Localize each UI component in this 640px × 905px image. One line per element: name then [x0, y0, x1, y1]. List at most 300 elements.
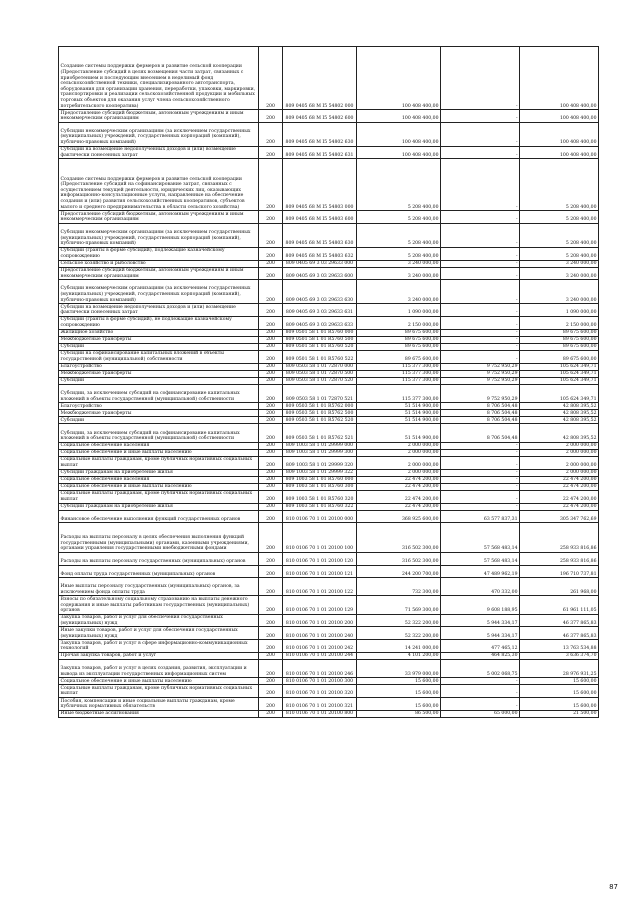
row-remaining-amount: 1 090 000,00 [520, 304, 599, 317]
row-executed-amount: - [441, 343, 520, 350]
row-name: Предоставление субсидий бюджетным, автономным учреждениям и иным некоммерческим организациям [59, 110, 259, 123]
row-name: Субсидии некоммерческим организациям (за исключением государственных (муниципальных) учреждений, государственных корпораций (компаний), публично-правовых компаний) [59, 223, 259, 247]
row-budget-code: 810 0106 70 1 01 20100 121 [283, 565, 357, 578]
row-executed-amount: 9 752 950,29 [441, 384, 520, 402]
row-approved-amount: 115 377 300,00 [357, 370, 441, 377]
row-approved-amount: 1 090 000,00 [357, 304, 441, 317]
row-executed-amount: 63 577 837,31 [441, 510, 520, 523]
row-name: Субсидии, за исключением субсидий на софинансирование капитальных вложений в объекты государственной (муниципальной) собственности [59, 384, 259, 402]
row-budget-code: 810 0106 70 1 01 20100 246 [283, 659, 357, 677]
row-budget-code: 809 1003 58 1 01 29999 000 [283, 442, 357, 449]
row-admin-code: 200 [259, 159, 283, 211]
row-name: Социальное обеспечение и иные выплаты населению [59, 483, 259, 490]
table-row [59, 523, 599, 553]
table-row [59, 578, 599, 596]
table-row [59, 476, 599, 483]
row-admin-code: 200 [259, 47, 283, 110]
row-executed-amount: - [441, 159, 520, 211]
row-name: Расходы на выплаты персоналу в целях обеспечения выполнения функций государственными (муниципальными) органами, казенными учреждениями, органами управления государственными внебюджетными фондами [59, 523, 259, 553]
row-remaining-amount: 5 208 400,00 [520, 159, 599, 211]
row-name: Благоустройство [59, 363, 259, 370]
table-row [59, 260, 599, 267]
table-row [59, 146, 599, 159]
row-budget-code: 809 1003 58 1 01 29999 320 [283, 456, 357, 469]
row-admin-code: 200 [259, 449, 283, 456]
row-approved-amount: 22 474 200,00 [357, 490, 441, 503]
row-approved-amount: 115 377 300,00 [357, 377, 441, 384]
row-approved-amount: 244 200 700,00 [357, 565, 441, 578]
row-admin-code: 200 [259, 678, 283, 685]
row-executed-amount: - [441, 280, 520, 304]
row-executed-amount: 9 752 950,29 [441, 363, 520, 370]
row-approved-amount: 3 240 000,00 [357, 260, 441, 267]
row-name: Субсидии [59, 417, 259, 424]
row-remaining-amount: 5 208 400,00 [520, 211, 599, 224]
row-admin-code: 200 [259, 659, 283, 677]
row-budget-code: 809 0405 68 М I5 54802 600 [283, 110, 357, 123]
row-admin-code: 200 [259, 260, 283, 267]
row-budget-code: 810 0106 70 1 01 20100 244 [283, 652, 357, 659]
row-budget-code: 809 1003 58 1 01 29999 322 [283, 469, 357, 476]
row-approved-amount: 22 474 200,00 [357, 503, 441, 510]
table-row [59, 336, 599, 343]
table-row [59, 316, 599, 329]
row-approved-amount: 368 925 600,00 [357, 510, 441, 523]
row-executed-amount: - [441, 247, 520, 260]
row-name: Субсидии некоммерческим организациям (за исключением государственных (муниципальных) учреждений, государственных корпораций (компаний), публично-правовых компаний) [59, 122, 259, 146]
row-admin-code: 200 [259, 247, 283, 260]
row-name: Фонд оплаты труда государственных (муниципальных) органов [59, 565, 259, 578]
row-admin-code: 200 [259, 316, 283, 329]
row-approved-amount: 52 322 200,00 [357, 627, 441, 640]
row-executed-amount: 65 000,00 [441, 710, 520, 717]
row-name: Благоустройство [59, 403, 259, 410]
row-name: Пособия, компенсации и иные социальные выплаты гражданам, кроме публичных нормативных обязательств [59, 698, 259, 711]
table-row [59, 329, 599, 336]
table-row [59, 280, 599, 304]
row-name: Социальные выплаты гражданам, кроме публичных нормативных социальных выплат [59, 685, 259, 698]
row-remaining-amount: 3 240 000,00 [520, 260, 599, 267]
row-executed-amount: 57 568 483,14 [441, 523, 520, 553]
row-remaining-amount: 100 408 400,00 [520, 110, 599, 123]
row-name: Закупка товаров, работ и услуг для обеспечения государственных (муниципальных) нужд [59, 614, 259, 627]
row-executed-amount: - [441, 350, 520, 363]
table-row [59, 403, 599, 410]
row-approved-amount: 5 208 400,00 [357, 247, 441, 260]
row-admin-code: 200 [259, 442, 283, 449]
row-admin-code: 200 [259, 329, 283, 336]
row-name: Расходы на выплаты персоналу государственных (муниципальных) органов [59, 552, 259, 565]
row-admin-code: 200 [259, 370, 283, 377]
row-name: Социальные выплаты гражданам, кроме публичных нормативных социальных выплат [59, 490, 259, 503]
row-approved-amount: 316 502 300,00 [357, 523, 441, 553]
row-executed-amount: 57 568 483,14 [441, 552, 520, 565]
row-executed-amount: - [441, 503, 520, 510]
table-row [59, 483, 599, 490]
row-remaining-amount: 61 961 111,05 [520, 596, 599, 614]
row-remaining-amount: 105 624 349,71 [520, 363, 599, 370]
table-row [59, 469, 599, 476]
row-approved-amount: 2 150 000,00 [357, 316, 441, 329]
row-name: Социальное обеспечение населения [59, 442, 259, 449]
table-row [59, 424, 599, 442]
row-admin-code: 200 [259, 336, 283, 343]
row-approved-amount: 732 300,00 [357, 578, 441, 596]
row-name: Создание системы поддержки фермеров и развитие сельской кооперации (Предоставление субсидий на софинансирование затрат, связанных с осуществлением текущей деятельности, юридических лиц, оказывающих информационно-консультационные услуги, направленные на обеспечение создания и (или) развития сельскохозяйственных кооперативов, субъектов малого и среднего предпринимательства в области сельского хозяйства) [59, 159, 259, 211]
row-approved-amount: 2 000 000,00 [357, 442, 441, 449]
row-budget-code: 809 0405 69 3 03 29633 630 [283, 280, 357, 304]
row-remaining-amount: 2 000 000,00 [520, 449, 599, 456]
row-admin-code: 200 [259, 476, 283, 483]
row-remaining-amount: 42 808 395,52 [520, 417, 599, 424]
budget-sheet [58, 46, 597, 718]
row-admin-code: 200 [259, 469, 283, 476]
row-budget-code: 809 0405 68 М I5 54803 000 [283, 159, 357, 211]
row-approved-amount: 2 000 000,00 [357, 456, 441, 469]
row-executed-amount: - [441, 685, 520, 698]
row-remaining-amount: 22 474 200,00 [520, 490, 599, 503]
row-remaining-amount: 15 600,00 [520, 678, 599, 685]
row-name: Субсидии [59, 343, 259, 350]
row-remaining-amount: 105 624 349,71 [520, 370, 599, 377]
row-budget-code: 810 0106 70 1 01 20100 242 [283, 640, 357, 653]
table-row [59, 490, 599, 503]
row-executed-amount: 5 944 334,17 [441, 627, 520, 640]
row-approved-amount: 115 377 300,00 [357, 363, 441, 370]
row-admin-code: 200 [259, 510, 283, 523]
row-admin-code: 200 [259, 627, 283, 640]
row-admin-code: 200 [259, 523, 283, 553]
row-name: Финансовое обеспечение выполнения функций государственных органов [59, 510, 259, 523]
row-executed-amount: 9 752 950,29 [441, 370, 520, 377]
row-admin-code: 200 [259, 122, 283, 146]
row-approved-amount: 5 208 400,00 [357, 211, 441, 224]
row-budget-code: 809 1003 58 1 01 R5760 000 [283, 476, 357, 483]
row-executed-amount: 477 465,12 [441, 640, 520, 653]
row-budget-code: 809 1003 58 1 01 R5760 300 [283, 483, 357, 490]
row-remaining-amount: 46 377 865,83 [520, 614, 599, 627]
table-row [59, 122, 599, 146]
row-remaining-amount: 3 240 000,00 [520, 267, 599, 280]
row-budget-code: 810 0106 70 1 01 20100 000 [283, 510, 357, 523]
row-name: Создание системы поддержки фермеров и развитие сельской кооперации (Предоставление субсидий в целях возмещения части затрат, связанных с приобретением и последующим внесением в неделимый фонд сельскохозяйственной техники, специализированного автотранспорта, оборудования для организации хранения, переработки, упаковки, маркировки, транспортировки и реализации сельскохозяйственной продукции и мобильных торговых объектов для оказания услуг члена сельскохозяйственного потребительского кооператива) [59, 47, 259, 110]
row-remaining-amount: 305 347 762,69 [520, 510, 599, 523]
row-approved-amount: 51 514 900,00 [357, 417, 441, 424]
row-remaining-amount: 46 377 865,83 [520, 627, 599, 640]
row-admin-code: 200 [259, 710, 283, 717]
table-row [59, 456, 599, 469]
table-row [59, 627, 599, 640]
row-budget-code: 809 0501 58 1 01 R5760 500 [283, 336, 357, 343]
row-budget-code: 809 0503 58 1 01 R5762 000 [283, 403, 357, 410]
row-admin-code: 200 [259, 424, 283, 442]
row-executed-amount: - [441, 267, 520, 280]
row-budget-code: 809 0501 58 1 01 R5760 522 [283, 350, 357, 363]
row-executed-amount: - [441, 122, 520, 146]
row-executed-amount: - [441, 304, 520, 317]
row-name: Субсидии на возмещение недополученных доходов и (или) возмещение фактически понесенных затрат [59, 304, 259, 317]
table-row [59, 343, 599, 350]
row-admin-code: 200 [259, 211, 283, 224]
row-name: Субсидии гражданам на приобретение жилья [59, 503, 259, 510]
row-executed-amount: - [441, 456, 520, 469]
row-budget-code: 809 0405 68 М I5 54803 632 [283, 247, 357, 260]
table-row [59, 223, 599, 247]
row-name: Субсидии некоммерческим организациям (за исключением государственных (муниципальных) учреждений, государственных корпораций (компаний), публично-правовых компаний) [59, 280, 259, 304]
row-admin-code: 200 [259, 403, 283, 410]
row-name: Иные бюджетные ассигнования [59, 710, 259, 717]
row-admin-code: 200 [259, 456, 283, 469]
row-admin-code: 200 [259, 596, 283, 614]
row-remaining-amount: 100 408 400,00 [520, 122, 599, 146]
row-name: Жилищное хозяйство [59, 329, 259, 336]
row-executed-amount: 9 752 950,29 [441, 377, 520, 384]
row-remaining-amount: 100 408 400,00 [520, 47, 599, 110]
row-name: Субсидии [59, 377, 259, 384]
row-executed-amount: - [441, 223, 520, 247]
row-name: Взносы по обязательному социальному страхованию на выплаты денежного содержания и иные выплаты работникам государственных (муниципальных) органов [59, 596, 259, 614]
table-row [59, 247, 599, 260]
row-approved-amount: 5 208 400,00 [357, 159, 441, 211]
table-row [59, 304, 599, 317]
row-executed-amount: 8 706 504,48 [441, 424, 520, 442]
row-approved-amount: 2 000 000,00 [357, 449, 441, 456]
row-budget-code: 809 0405 68 М I5 54802 630 [283, 122, 357, 146]
row-executed-amount: - [441, 490, 520, 503]
row-name: Субсидии (гранты в форме субсидий), подлежащие казначейскому сопровождению [59, 247, 259, 260]
table-row [59, 417, 599, 424]
row-remaining-amount: 89 675 600,00 [520, 329, 599, 336]
table-row [59, 377, 599, 384]
table-row [59, 159, 599, 211]
row-admin-code: 200 [259, 565, 283, 578]
row-budget-code: 809 0405 68 М I5 54802 631 [283, 146, 357, 159]
row-executed-amount: - [441, 260, 520, 267]
row-executed-amount: - [441, 469, 520, 476]
row-remaining-amount: 42 808 395,52 [520, 410, 599, 417]
row-approved-amount: 89 675 600,00 [357, 350, 441, 363]
row-executed-amount: - [441, 110, 520, 123]
row-executed-amount: 470 332,00 [441, 578, 520, 596]
row-approved-amount: 51 514 900,00 [357, 424, 441, 442]
row-admin-code: 200 [259, 614, 283, 627]
table-row [59, 370, 599, 377]
row-remaining-amount: 42 808 395,52 [520, 403, 599, 410]
row-budget-code: 809 0405 68 М I5 54802 000 [283, 47, 357, 110]
row-budget-code: 809 0503 58 1 01 R5762 521 [283, 424, 357, 442]
row-admin-code: 200 [259, 304, 283, 317]
row-remaining-amount: 105 624 349,71 [520, 377, 599, 384]
row-remaining-amount: 2 000 000,00 [520, 456, 599, 469]
row-executed-amount: 8 706 504,48 [441, 410, 520, 417]
row-executed-amount: - [441, 329, 520, 336]
row-approved-amount: 14 241 000,00 [357, 640, 441, 653]
row-budget-code: 809 0501 58 1 01 R5760 000 [283, 329, 357, 336]
row-approved-amount: 3 240 000,00 [357, 280, 441, 304]
row-approved-amount: 89 675 600,00 [357, 336, 441, 343]
row-executed-amount: 8 706 504,48 [441, 417, 520, 424]
row-executed-amount: 464 825,30 [441, 652, 520, 659]
row-remaining-amount: 2 000 000,00 [520, 442, 599, 449]
row-admin-code: 200 [259, 343, 283, 350]
row-admin-code: 200 [259, 410, 283, 417]
row-remaining-amount: 13 763 534,88 [520, 640, 599, 653]
row-budget-code: 809 1003 58 1 01 R5760 322 [283, 503, 357, 510]
row-admin-code: 200 [259, 652, 283, 659]
table-row [59, 614, 599, 627]
row-admin-code: 200 [259, 363, 283, 370]
row-admin-code: 200 [259, 578, 283, 596]
row-executed-amount: - [441, 442, 520, 449]
row-budget-code: 809 0405 68 М I5 54803 630 [283, 223, 357, 247]
row-admin-code: 200 [259, 280, 283, 304]
table-row [59, 384, 599, 402]
row-approved-amount: 316 502 300,00 [357, 552, 441, 565]
row-executed-amount: 8 706 504,48 [441, 403, 520, 410]
budget-table-body [59, 47, 599, 718]
row-remaining-amount: 105 624 349,71 [520, 384, 599, 402]
table-row [59, 510, 599, 523]
row-name: Прочая закупка товаров, работ и услуг [59, 652, 259, 659]
row-name: Предоставление субсидий бюджетным, автономным учреждениям и иным некоммерческим организациям [59, 211, 259, 224]
row-name: Субсидии (гранты в форме субсидий), не подлежащие казначейскому сопровождению [59, 316, 259, 329]
row-budget-code: 810 0106 70 1 01 20100 129 [283, 596, 357, 614]
row-name: Субсидии гражданам на приобретение жилья [59, 469, 259, 476]
row-executed-amount: - [441, 698, 520, 711]
row-budget-code: 809 0503 58 1 01 72870 520 [283, 377, 357, 384]
row-admin-code: 200 [259, 490, 283, 503]
table-row [59, 410, 599, 417]
row-approved-amount: 71 569 300,00 [357, 596, 441, 614]
table-row [59, 678, 599, 685]
row-name: Субсидии, за исключением субсидий на софинансирование капитальных вложений в объекты государственной (муниципальной) собственности [59, 424, 259, 442]
table-row [59, 211, 599, 224]
row-approved-amount: 100 408 400,00 [357, 110, 441, 123]
row-approved-amount: 22 474 200,00 [357, 483, 441, 490]
row-name: Межбюджетные трансферты [59, 336, 259, 343]
row-name: Социальное обеспечение и иные выплаты населению [59, 678, 259, 685]
row-executed-amount: - [441, 476, 520, 483]
row-approved-amount: 15 600,00 [357, 698, 441, 711]
table-row [59, 659, 599, 677]
row-remaining-amount: 89 675 600,00 [520, 343, 599, 350]
row-admin-code: 200 [259, 350, 283, 363]
table-row [59, 442, 599, 449]
row-executed-amount: - [441, 146, 520, 159]
table-row [59, 350, 599, 363]
table-row [59, 685, 599, 698]
row-remaining-amount: 196 710 737,81 [520, 565, 599, 578]
row-approved-amount: 2 000 000,00 [357, 469, 441, 476]
row-budget-code: 809 0405 69 3 03 29633 000 [283, 260, 357, 267]
row-approved-amount: 52 322 200,00 [357, 614, 441, 627]
budget-table [58, 46, 599, 718]
row-approved-amount: 51 514 900,00 [357, 410, 441, 417]
row-admin-code: 200 [259, 640, 283, 653]
table-row [59, 710, 599, 717]
row-executed-amount: 5 002 068,75 [441, 659, 520, 677]
row-remaining-amount: 89 675 600,00 [520, 350, 599, 363]
row-budget-code: 809 0405 69 3 03 29633 600 [283, 267, 357, 280]
row-name: Субсидии на софинансирование капитальных вложений в объекты государственной (муниципальной) собственности [59, 350, 259, 363]
row-name: Иные выплаты персоналу государственных (муниципальных) органов, за исключением фонда оплаты труда [59, 578, 259, 596]
row-remaining-amount: 15 600,00 [520, 698, 599, 711]
row-admin-code: 200 [259, 146, 283, 159]
row-approved-amount: 115 377 300,00 [357, 384, 441, 402]
row-budget-code: 809 0503 58 1 01 72870 521 [283, 384, 357, 402]
row-approved-amount: 100 408 400,00 [357, 146, 441, 159]
row-name: Межбюджетные трансферты [59, 370, 259, 377]
row-remaining-amount: 89 675 600,00 [520, 336, 599, 343]
table-row [59, 363, 599, 370]
row-name: Закупка товаров, работ и услуг в сфере информационно-коммуникационных технологий [59, 640, 259, 653]
row-budget-code: 810 0106 70 1 01 20100 100 [283, 523, 357, 553]
row-name: Межбюджетные трансферты [59, 410, 259, 417]
table-row [59, 449, 599, 456]
row-approved-amount: 4 101 200,00 [357, 652, 441, 659]
row-approved-amount: 15 600,00 [357, 678, 441, 685]
row-remaining-amount: 100 408 400,00 [520, 146, 599, 159]
row-budget-code: 809 0405 69 3 03 29633 633 [283, 316, 357, 329]
row-approved-amount: 33 979 000,00 [357, 659, 441, 677]
row-remaining-amount: 5 208 400,00 [520, 247, 599, 260]
row-budget-code: 809 1003 58 1 01 R5760 320 [283, 490, 357, 503]
row-remaining-amount: 258 933 816,86 [520, 523, 599, 553]
row-budget-code: 809 0405 69 3 03 29633 631 [283, 304, 357, 317]
row-executed-amount: 47 489 962,19 [441, 565, 520, 578]
row-remaining-amount: 28 976 931,25 [520, 659, 599, 677]
row-executed-amount: - [441, 678, 520, 685]
row-executed-amount: - [441, 483, 520, 490]
row-approved-amount: 3 240 000,00 [357, 267, 441, 280]
row-budget-code: 810 0106 70 1 01 20100 321 [283, 698, 357, 711]
row-executed-amount: - [441, 449, 520, 456]
table-row [59, 503, 599, 510]
row-remaining-amount: 258 933 816,86 [520, 552, 599, 565]
row-admin-code: 200 [259, 377, 283, 384]
row-budget-code: 810 0106 70 1 01 20100 800 [283, 710, 357, 717]
row-name: Социальные выплаты гражданам, кроме публичных нормативных социальных выплат [59, 456, 259, 469]
row-remaining-amount: 5 208 400,00 [520, 223, 599, 247]
row-approved-amount: 89 675 600,00 [357, 329, 441, 336]
row-admin-code: 200 [259, 552, 283, 565]
row-remaining-amount: 15 600,00 [520, 685, 599, 698]
row-name: Социальное обеспечение и иные выплаты населению [59, 449, 259, 456]
row-name: Предоставление субсидий бюджетным, автономным учреждениям и иным некоммерческим организациям [59, 267, 259, 280]
table-row [59, 47, 599, 110]
table-row [59, 565, 599, 578]
row-remaining-amount: 22 474 200,00 [520, 483, 599, 490]
row-approved-amount: 22 474 200,00 [357, 476, 441, 483]
row-budget-code: 810 0106 70 1 01 20100 200 [283, 614, 357, 627]
table-row [59, 652, 599, 659]
table-row [59, 267, 599, 280]
row-executed-amount: - [441, 47, 520, 110]
row-remaining-amount: 3 636 374,70 [520, 652, 599, 659]
row-admin-code: 200 [259, 483, 283, 490]
row-admin-code: 200 [259, 384, 283, 402]
row-budget-code: 810 0106 70 1 01 20100 320 [283, 685, 357, 698]
row-admin-code: 200 [259, 110, 283, 123]
row-budget-code: 809 0503 58 1 01 72870 000 [283, 363, 357, 370]
row-approved-amount: 51 514 900,00 [357, 403, 441, 410]
row-remaining-amount: 22 474 200,00 [520, 476, 599, 483]
row-budget-code: 809 0503 58 1 01 R5762 500 [283, 410, 357, 417]
row-remaining-amount: 21 500,00 [520, 710, 599, 717]
row-admin-code: 200 [259, 223, 283, 247]
row-remaining-amount: 2 150 000,00 [520, 316, 599, 329]
row-budget-code: 810 0106 70 1 01 20100 240 [283, 627, 357, 640]
